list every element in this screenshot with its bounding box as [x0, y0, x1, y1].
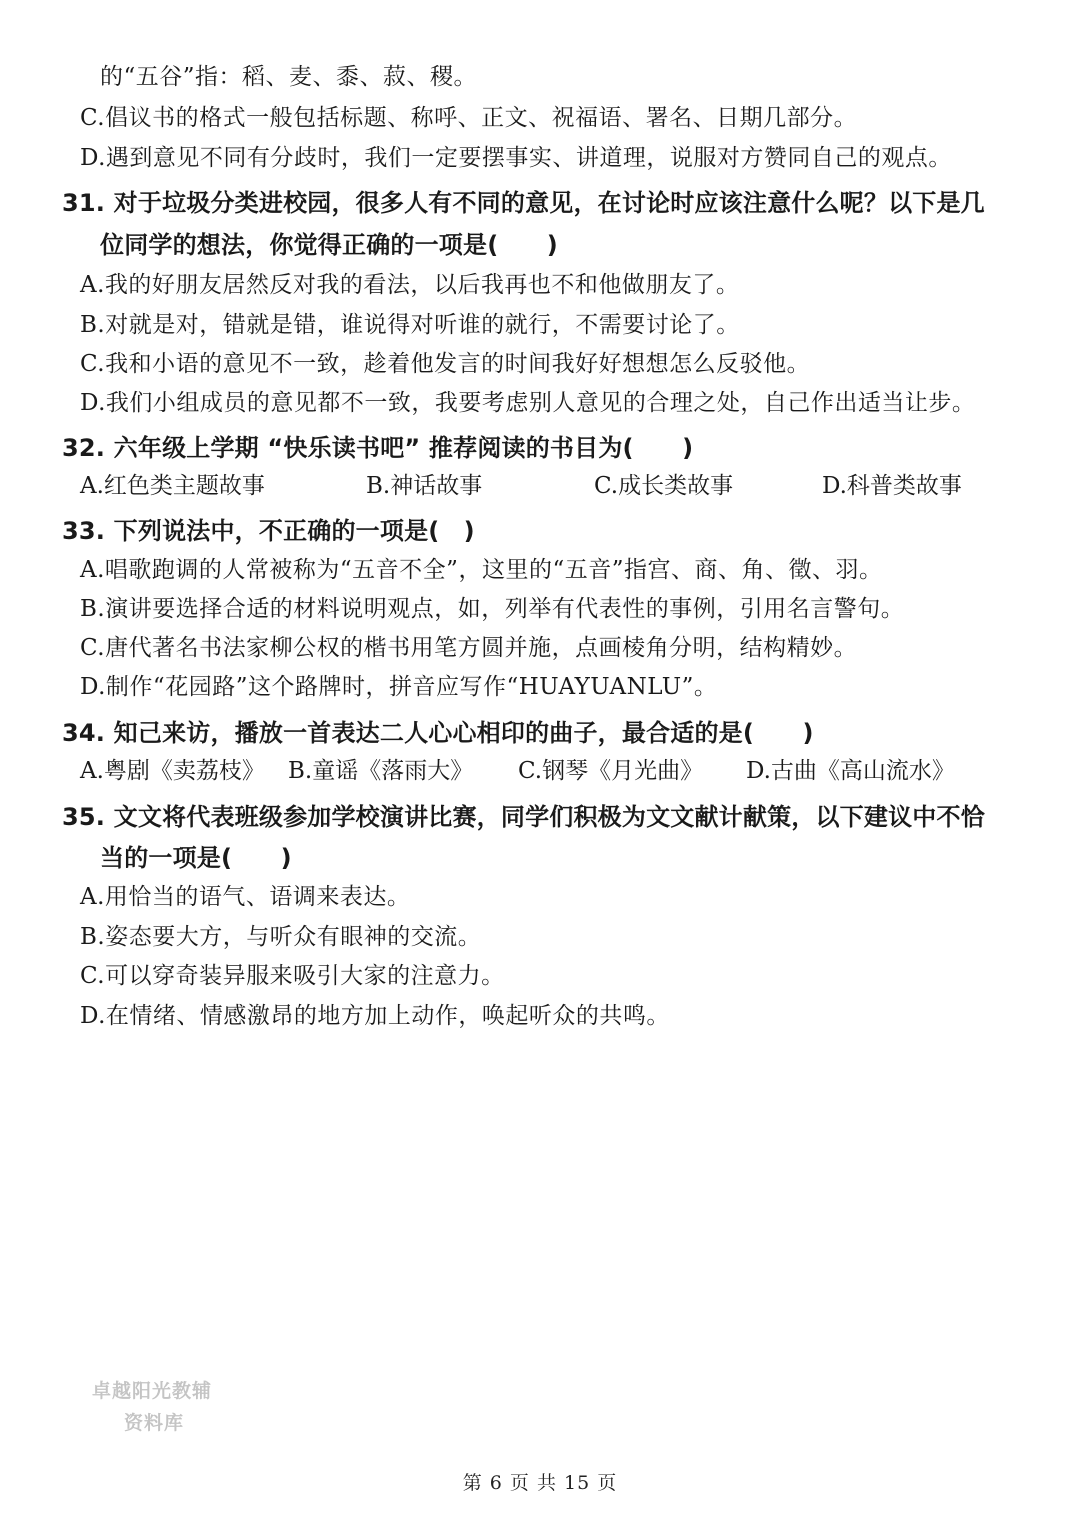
q32-stem: 32. 六年级上学期 “快乐读书吧” 推荐阅读的书目为( ): [62, 434, 694, 462]
option-c-previous: C.倡议书的格式一般包括标题、称呼、正文、祝福语、署名、日期几部分。: [80, 105, 858, 131]
continued-text-line: 的“五谷”指：稻、麦、黍、菽、稷。: [100, 64, 478, 90]
q35-option-d: D.在情绪、情感激昂的地方加上动作，唤起听众的共鸣。: [80, 1003, 670, 1029]
q35-stem-line1: 35. 文文将代表班级参加学校演讲比赛，同学们积极为文文献计献策，以下建议中不恰: [62, 803, 985, 831]
q32-option-d: D.科普类故事: [822, 473, 962, 499]
q34-options-row: [80, 756, 1000, 786]
q33-option-a: A.唱歌跑调的人常被称为“五音不全”，这里的“五音”指宫、商、角、徵、羽。: [80, 557, 883, 583]
q31-stem-line1: 31. 对于垃圾分类进校园，很多人有不同的意见，在讨论时应该注意什么呢？以下是几: [62, 189, 985, 217]
q35-option-b: B.姿态要大方，与听众有眼神的交流。: [80, 924, 482, 950]
q34-option-a: A.粤剧《卖荔枝》: [80, 758, 265, 784]
q34-option-c: C.钢琴《月光曲》: [518, 758, 704, 784]
q33-option-d: D.制作“花园路”这个路牌时，拼音应写作“HUAYUANLU”。: [80, 674, 718, 700]
q32-option-a: A.红色类主题故事: [80, 473, 265, 499]
q35-option-a: A.用恰当的语气、语调来表达。: [80, 884, 411, 910]
q35-stem-line2: 当的一项是( ): [100, 844, 292, 872]
page-number-footer: 第 6 页 共 15 页: [462, 1472, 618, 1494]
q32-option-c: C.成长类故事: [594, 473, 734, 499]
q31-option-c: C.我和小语的意见不一致，趁着他发言的时间我好好想想怎么反驳他。: [80, 351, 811, 377]
q31-stem-line2: 位同学的想法，你觉得正确的一项是( ): [100, 231, 558, 259]
q33-stem: 33. 下列说法中，不正确的一项是( ): [62, 517, 475, 545]
q34-option-d: D.古曲《高山流水》: [746, 758, 955, 784]
watermark-line2: 资料库: [124, 1412, 185, 1434]
q35-option-c: C.可以穿奇装异服来吸引大家的注意力。: [80, 963, 505, 989]
q32-option-b: B.神话故事: [366, 473, 483, 499]
q33-option-b: B.演讲要选择合适的材料说明观点，如，列举有代表性的事例，引用名言警句。: [80, 596, 905, 622]
option-d-previous: D.遇到意见不同有分歧时，我们一定要摆事实、讲道理，说服对方赞同自己的观点。: [80, 145, 952, 171]
q31-option-a: A.我的好朋友居然反对我的看法，以后我再也不和他做朋友了。: [80, 272, 740, 298]
watermark-line1: 卓越阳光教辅: [92, 1380, 213, 1402]
q31-option-d: D.我们小组成员的意见都不一致，我要考虑别人意见的合理之处，自己作出适当让步。: [80, 390, 976, 416]
q32-options-row: [80, 471, 1000, 501]
q33-option-c: C.唐代著名书法家柳公权的楷书用笔方圆并施，点画棱角分明，结构精妙。: [80, 635, 858, 661]
q31-option-b: B.对就是对，错就是错，谁说得对听谁的就行，不需要讨论了。: [80, 312, 740, 338]
q34-stem: 34. 知己来访，播放一首表达二人心心相印的曲子，最合适的是( ): [62, 719, 814, 747]
q34-option-b: B.童谣《落雨大》: [288, 758, 474, 784]
